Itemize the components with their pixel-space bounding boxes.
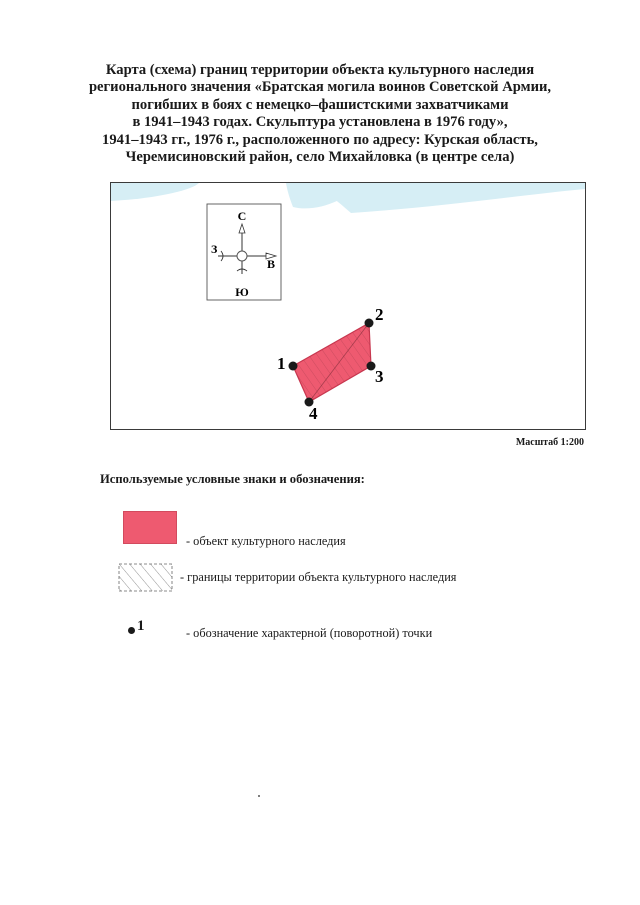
title-line: 1941–1943 гг., 1976 г., расположенного по адресу: Курская область, (102, 131, 538, 148)
title-line: Карта (схема) границ территории объекта культурного наследия (105, 62, 535, 78)
compass-center (237, 251, 247, 261)
territory-boundary (293, 323, 371, 402)
legend-boundary-label: - границы территории объекта культурного наследия (180, 570, 457, 584)
map-title (40, 62, 600, 166)
corner-label-4: 4 (309, 404, 318, 423)
title-line: погибших в боях с немецко–фашистскими захватчиками (131, 96, 509, 113)
corner-point-2 (365, 319, 374, 328)
legend-point-icon (128, 627, 135, 634)
water-area (111, 183, 199, 201)
title-line: регионального значения «Братская могила воинов Советской Армии, (88, 79, 552, 96)
compass-rose (207, 204, 281, 300)
corner-label-1: 1 (277, 354, 286, 373)
scale-label: Масштаб 1:200 (515, 437, 584, 448)
legend-point-label: - обозначение характерной (поворотной) точки (186, 626, 433, 640)
corner-label-3: 3 (375, 367, 384, 386)
map-canvas (111, 183, 585, 429)
title-line: в 1941–1943 годах. Скульптура установлена в 1976 году», (132, 114, 508, 131)
legend-heading: Используемые условные знаки и обозначения: (100, 472, 365, 486)
legend-boundary-swatch (118, 563, 174, 593)
scan-speck (258, 795, 260, 797)
water-area (311, 183, 585, 213)
corner-label-2: 2 (375, 305, 384, 324)
legend-object-swatch (123, 511, 177, 544)
compass-west-label: З (211, 242, 218, 256)
map-frame (110, 182, 586, 430)
legend-object-label: - объект культурного наследия (186, 534, 346, 548)
compass-south-label: Ю (235, 285, 249, 299)
corner-point-1 (289, 362, 298, 371)
legend-point-symbol: 1 (137, 618, 145, 634)
compass-east-label: В (266, 257, 276, 271)
title-line: Черемисиновский район, село Михайловка (в центре села) (125, 149, 515, 166)
compass-north-label: С (237, 209, 247, 223)
